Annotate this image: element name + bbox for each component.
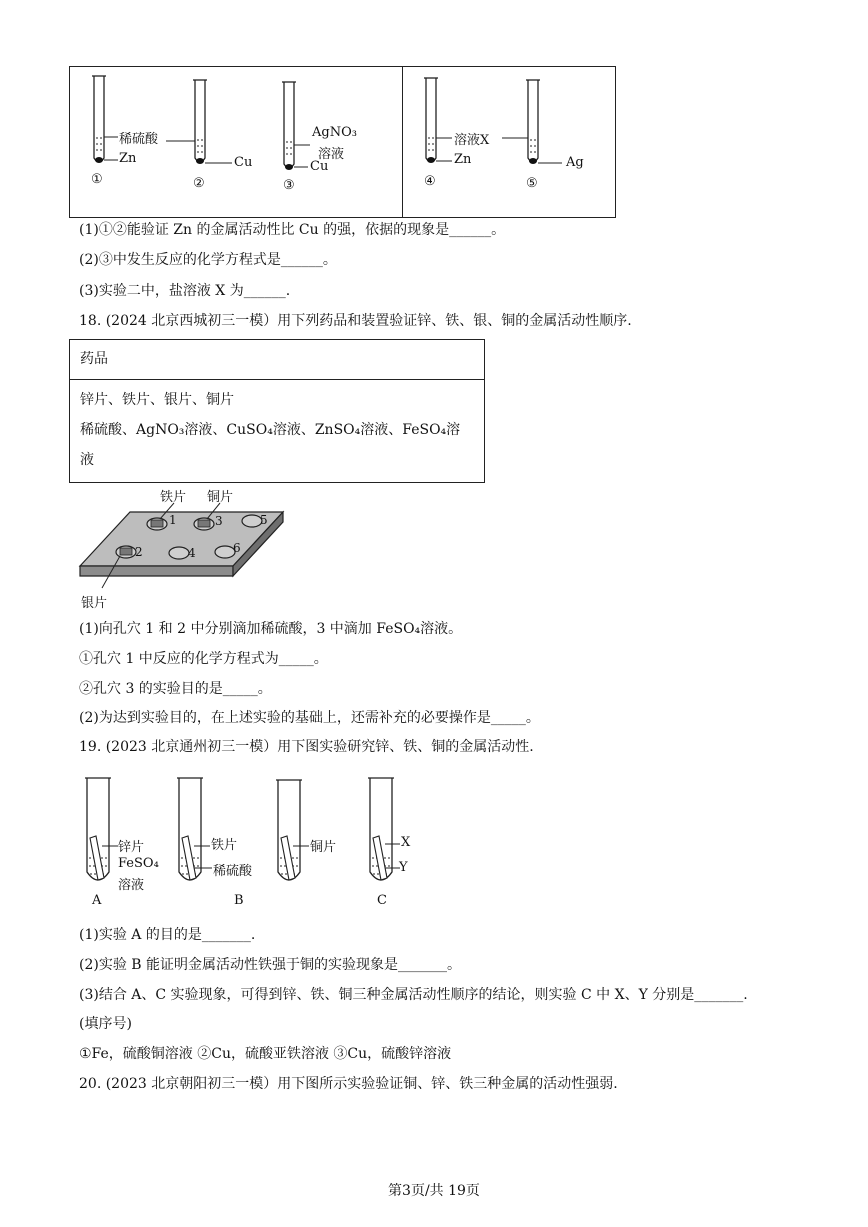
well-number-2: 2 xyxy=(135,545,143,559)
q18-stem: 18. (2024 北京西城初三一模）用下列药品和装置验证锌、铁、银、铜的金属活动性顺序. xyxy=(79,313,632,329)
label-ag-tube5: Ag xyxy=(566,155,584,170)
label-cu-tube3: Cu xyxy=(310,159,329,174)
q19-stem: 19. (2023 北京通州初三一模）用下图实验研究锌、铁、铜的金属活动性. xyxy=(79,739,534,755)
label-silver-sheet: 银片 xyxy=(81,596,108,611)
label-iron-strip: 铁片 xyxy=(211,838,238,853)
reagents-table-solutions-cont: 液 xyxy=(80,452,94,468)
well-number-4: 4 xyxy=(188,546,196,560)
well-number-5: 5 xyxy=(260,513,268,527)
q17-part1: (1)①②能验证 Zn 的金属活动性比 Cu 的强，依据的现象是______。 xyxy=(79,222,506,238)
tube-number-1: ① xyxy=(91,172,103,187)
label-copper-sheet: 铜片 xyxy=(207,490,234,505)
q19-options: ①Fe，硫酸铜溶液 ②Cu，硫酸亚铁溶液 ③Cu，硫酸锌溶液 xyxy=(79,1046,452,1062)
well-number-3: 3 xyxy=(215,514,223,528)
q20-stem: 20. (2023 北京朝阳初三一模）用下图所示实验验证铜、锌、铁三种金属的活动性强弱. xyxy=(79,1076,618,1092)
label-y: Y xyxy=(399,860,408,875)
q17-part3: (3)实验二中，盐溶液 X 为______. xyxy=(79,283,291,299)
q19-part1: (1)实验 A 的目的是_______. xyxy=(79,927,256,943)
q17-part2: (2)③中发生反应的化学方程式是______。 xyxy=(79,252,337,268)
q19-part3-note: (填序号) xyxy=(79,1016,132,1032)
label-tube-a: A xyxy=(92,893,102,908)
reagents-table-solutions: 稀硫酸、AgNO₃溶液、CuSO₄溶液、ZnSO₄溶液、FeSO₄溶 xyxy=(80,422,461,438)
q18-part2: (2)为达到实验目的，在上述实验的基础上，还需补充的必要操作是_____。 xyxy=(79,710,540,726)
label-feso4: FeSO₄ xyxy=(118,856,159,871)
page-number: 第3页/共 19页 xyxy=(388,1183,480,1199)
label-copper-strip: 铜片 xyxy=(310,840,337,855)
well-number-6: 6 xyxy=(233,541,241,555)
label-solution-tube3: 溶液 xyxy=(318,147,345,162)
tube-number-3: ③ xyxy=(283,178,295,193)
label-zinc-sheet: 锌片 xyxy=(118,840,145,855)
tube-number-2: ② xyxy=(193,176,205,191)
q18-part1: (1)向孔穴 1 和 2 中分别滴加稀硫酸，3 中滴加 FeSO₄溶液。 xyxy=(79,621,463,637)
label-tube-b: B xyxy=(234,893,244,908)
label-dilute-sulfuric-acid: 稀硫酸 xyxy=(119,132,159,147)
tube-number-5: ⑤ xyxy=(526,176,538,191)
q18-part1b: ②孔穴 3 的实验目的是_____。 xyxy=(79,681,272,697)
label-cu-tube2: Cu xyxy=(234,155,253,170)
label-agno3: AgNO₃ xyxy=(312,125,357,140)
label-feso4-solution: 溶液 xyxy=(118,878,145,893)
reagents-table-metals: 锌片、铁片、银片、铜片 xyxy=(80,392,234,408)
q18-part1a: ①孔穴 1 中反应的化学方程式为_____。 xyxy=(79,651,328,667)
label-dilute-h2so4: 稀硫酸 xyxy=(213,864,253,879)
reagents-table-header: 药品 xyxy=(80,351,108,367)
q19-part3: (3)结合 A、C 实验现象，可得到锌、铁、铜三种金属活动性顺序的结论，则实验 C 中 X、Y 分别是_______. xyxy=(79,987,748,1003)
q19-part2: (2)实验 B 能证明金属活动性铁强于铜的实验现象是_______。 xyxy=(79,957,462,973)
tube-number-4: ④ xyxy=(424,174,436,189)
label-iron-sheet: 铁片 xyxy=(160,490,187,505)
label-zn-tube1: Zn xyxy=(119,151,137,166)
label-zn-tube4: Zn xyxy=(454,152,472,167)
label-solution-x: 溶液X xyxy=(454,133,490,148)
label-tube-c: C xyxy=(377,893,387,908)
label-x: X xyxy=(401,835,411,850)
well-number-1: 1 xyxy=(169,513,177,527)
